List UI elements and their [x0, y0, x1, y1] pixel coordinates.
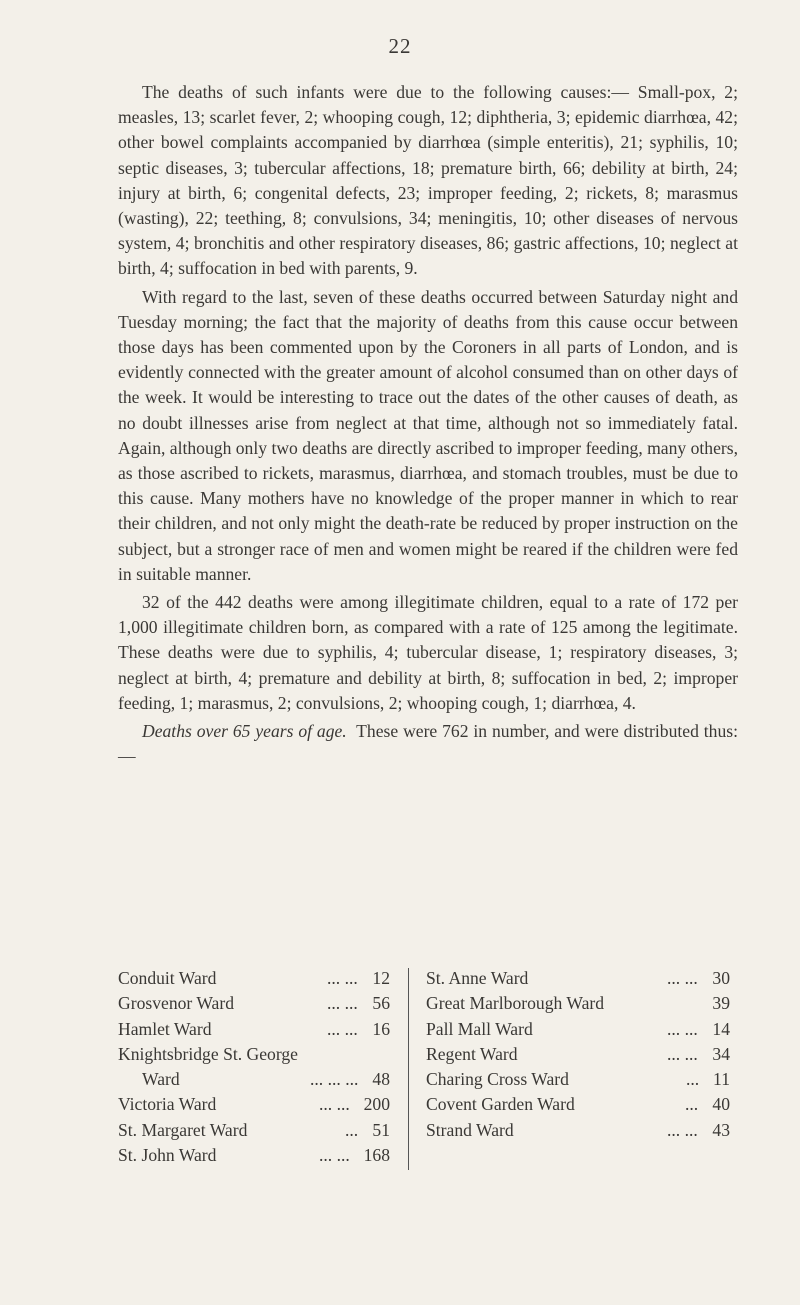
ward-death-count: 12	[372, 968, 390, 988]
ward-name: Great Marlborough Ward	[426, 993, 605, 1014]
ward-row	[426, 991, 730, 1016]
ward-row	[118, 1118, 390, 1143]
ward-name: Victoria Ward	[118, 1094, 217, 1115]
ward-row	[426, 1042, 730, 1067]
ward-row	[426, 1067, 730, 1092]
ward-death-count: 16	[372, 1018, 390, 1039]
ward-row	[118, 1067, 390, 1092]
ward-name: Regent Ward	[426, 1043, 518, 1064]
ward-name: Strand Ward	[426, 1119, 514, 1140]
paragraph-suffocation-commentary: With regard to the last, seven of these deaths occurred between Saturday night and Tuesday morning; the fact that the majority of deaths from this cause occur between those days has been commented upon by the Coroners in all parts of London, and is evidently connected with the greater amount of alcohol consumed than on other days of the week. It would be interesting to trace out the dates of the other causes of death, as no doubt illnesses arise from neglect at that time, although not so immediately fatal. Again, although only two deaths are directly ascribed to improper feeding, many others, as those ascribed to rickets, marasmus, diarrhœa, and stomach troubles, must be due to this cause. Many mothers have no knowledge of the proper manner in which to rear their children, and not only might the death-rate be reduced by proper instruction on the subject, but a stronger race of men and women might be reared if the children were fed in suitable manner.	[118, 286, 738, 584]
ward-death-count: 14	[712, 1018, 730, 1039]
ward-death-count: 51	[372, 1119, 390, 1140]
ward-name: St. John Ward	[118, 1145, 217, 1166]
ward-leader-dots: ... ...	[327, 993, 358, 1014]
ward-death-count: 168	[363, 1145, 390, 1166]
ward-death-count: 11	[713, 1069, 730, 1090]
ward-row	[426, 1118, 730, 1143]
ward-column-right	[426, 966, 730, 1143]
ward-leader-dots: ... ...	[667, 1043, 698, 1064]
ward-row	[426, 1092, 730, 1117]
ward-leader-dots: ... ...	[327, 968, 358, 988]
ward-name: St. Margaret Ward	[118, 1119, 248, 1140]
ward-name: Covent Garden Ward	[426, 1094, 575, 1115]
ward-leader-dots: ... ...	[667, 1119, 698, 1140]
ward-name: Grosvenor Ward	[118, 993, 235, 1014]
paragraph-deaths-over-65	[118, 719, 738, 769]
ward-death-count: 30	[712, 968, 730, 988]
ward-row	[118, 1042, 390, 1067]
ward-death-count: 34	[712, 1043, 730, 1064]
ward-death-count: 43	[712, 1119, 730, 1140]
paragraph-illegitimate-deaths: 32 of the 442 deaths were among illegitimate children, equal to a rate of 172 per 1,000 illegitimate children born, as compared with a rate of 125 among the legitimate. These deaths were due to syphilis, 4; tubercular disease, 1; respiratory diseases, 3; neglect at birth, 4; premature and debility at birth, 8; suffocation in bed, 2; improper feeding, 1; marasmus, 2; convulsions, 2; whooping cough, 1; diarrhœa, 4.	[118, 592, 738, 713]
ward-name: Pall Mall Ward	[426, 1018, 533, 1039]
over-65-intro-text: These were 762 in number, and were distributed thus:—	[118, 721, 738, 767]
ward-name: St. Anne Ward	[426, 968, 529, 988]
ward-death-count: 40	[712, 1094, 730, 1115]
column-divider	[408, 968, 409, 1170]
ward-leader-dots: ...	[686, 1069, 700, 1090]
ward-column-left	[118, 966, 390, 1168]
ward-death-count: 39	[712, 993, 730, 1014]
ward-leader-dots: ... ...	[319, 1094, 350, 1115]
ward-row	[118, 1017, 390, 1042]
ward-name: Charing Cross Ward	[426, 1069, 569, 1090]
ward-row	[118, 991, 390, 1016]
ward-leader-dots: ... ...	[667, 968, 698, 988]
ward-row	[118, 966, 390, 991]
ward-row	[426, 966, 730, 991]
ward-name: Hamlet Ward	[118, 1018, 212, 1039]
section-heading-over-65: Deaths over 65 years of age.	[142, 721, 347, 742]
ward-leader-dots: ...	[685, 1094, 699, 1115]
ward-death-count: 48	[372, 1069, 390, 1090]
ward-name: Ward	[142, 1069, 180, 1090]
ward-name: Conduit Ward	[118, 968, 217, 988]
ward-leader-dots: ... ... ...	[310, 1069, 359, 1090]
ward-leader-dots: ... ...	[327, 1018, 358, 1039]
ward-row	[118, 1143, 390, 1168]
ward-name: Knightsbridge St. George	[118, 1043, 298, 1064]
paragraph-causes-of-infant-deaths: The deaths of such infants were due to the following causes:— Small-pox, 2; measles, 13; scarlet fever, 2; whooping cough, 12; diphtheria, 3; epidemic diarrhœa, 42; other bowel complaints accompanied by diarrhœa (simple enteritis), 21; syphilis, 10; septic diseases, 3; tubercular affections, 18; premature birth, 66; debility at birth, 24; injury at birth, 6; congenital defects, 23; improper feeding, 2; rickets, 8; marasmus (wasting), 22; teething, 8; convulsions, 34; meningitis, 10; other diseases of nervous system, 4; bronchitis and other respiratory diseases, 86; gastric affections, 10; neglect at birth, 4; suffocation in bed with parents, 9.	[118, 82, 738, 279]
ward-death-count: 56	[372, 993, 390, 1014]
ward-leader-dots: ...	[345, 1119, 359, 1140]
ward-leader-dots: ... ...	[667, 1018, 698, 1039]
page-number: 22	[388, 34, 412, 58]
ward-row	[118, 1092, 390, 1117]
ward-death-count: 200	[363, 1094, 390, 1115]
body-text	[118, 80, 738, 772]
ward-leader-dots: ... ...	[319, 1145, 350, 1166]
ward-row	[426, 1017, 730, 1042]
